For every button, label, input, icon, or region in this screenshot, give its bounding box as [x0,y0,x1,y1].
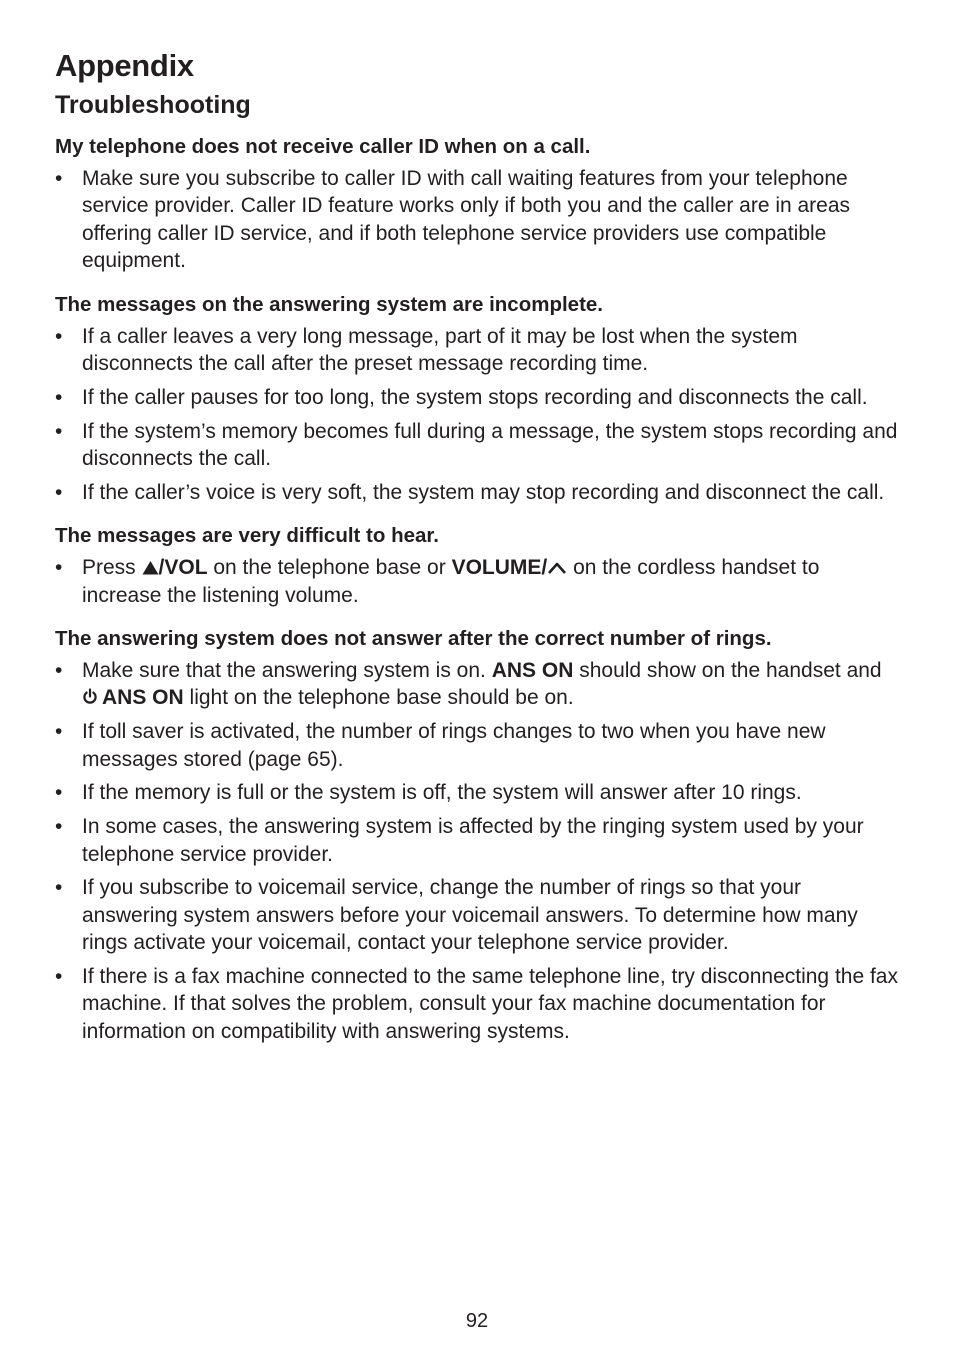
troubleshooting-ring-count [55,625,900,1045]
list-item: • Make sure you subscribe to caller ID with call waiting features from your telephone service provider. Caller ID feature works only if both you and the caller are in areas offering caller ID service, and if both telephone service providers use compatible equipment. [55,167,851,273]
problem-heading: The messages are very difficult to hear. [55,524,439,548]
list-item: • Make sure that the answering system is on. ANS ON should show on the handset and ANS ON light on the telephone base should be on. [55,659,882,710]
list-item: • If there is a fax machine connected to the same telephone line, try disconnecting the fax machine. If that solves the problem, consult your fax machine documentation for information on compatibility with answering systems. [55,965,898,1043]
solution-list [55,165,900,275]
solution-list [55,657,900,1045]
troubleshooting-incomplete-messages [55,291,900,507]
problem-heading: The messages on the answering system are incomplete. [55,292,604,316]
list-item: • If the system’s memory becomes full during a message, the system stops recording and disconnects the call. [55,419,898,471]
bullet-icon: • [55,659,63,683]
ans-on-label: ANS ON [491,659,574,683]
problem-heading: My telephone does not receive caller ID when on a call. [55,135,591,158]
list-item: • If the caller pauses for too long, the system stops recording and disconnects the call. [55,384,900,411]
bullet-icon: • [55,419,63,443]
bullet-icon: • [55,167,63,190]
up-triangle-icon [142,560,159,575]
bullet-icon: • [55,876,63,900]
page-title: Appendix [55,48,194,83]
caret-up-icon [547,561,567,575]
bullet-icon: • [55,815,63,839]
list-item: • If toll saver is activated, the number of rings changes to two when you have new messages stored (page 65). [55,720,826,771]
list-item: • If a caller leaves a very long message, part of it may be lost when the system disconnects the call after the preset message recording time. [55,324,798,376]
page-number: 92 [465,1310,489,1332]
document-page [55,46,900,1045]
list-item: • In some cases, the answering system is affected by the ringing system used by your telephone service provider. [55,815,864,866]
volume-key-label: VOLUME/ [451,556,548,580]
problem-heading: The answering system does not answer after the correct number of rings. [55,627,772,651]
bullet-icon: • [55,324,63,348]
troubleshooting-hard-to-hear [55,522,900,609]
power-icon [82,688,98,705]
section-title: Troubleshooting [55,91,251,119]
vol-key-label: /VOL [158,556,208,580]
bullet-icon: • [55,720,63,744]
list-item: • Press /VOL on the telephone base or VOLUME/ on the cordless handset to increase the listening volume. [55,556,820,607]
bullet-icon: • [55,965,63,989]
bullet-icon: • [55,781,63,805]
list-item: • If the caller’s voice is very soft, the system may stop recording and disconnect the call. [55,479,900,506]
solution-list [55,323,900,507]
bullet-icon: • [55,556,63,580]
list-item: • If the memory is full or the system is off, the system will answer after 10 rings. [55,779,900,806]
bullet-icon: • [55,385,63,409]
list-item: • If you subscribe to voicemail service, change the number of rings so that your answering system answers before your voicemail answers. To determine how many rings activate your voicemail, contact your telephone service provider. [55,876,858,955]
solution-list [55,554,900,609]
bullet-icon: • [55,480,63,504]
troubleshooting-caller-id [55,133,900,275]
ans-on-key-label: ANS ON [102,686,184,710]
